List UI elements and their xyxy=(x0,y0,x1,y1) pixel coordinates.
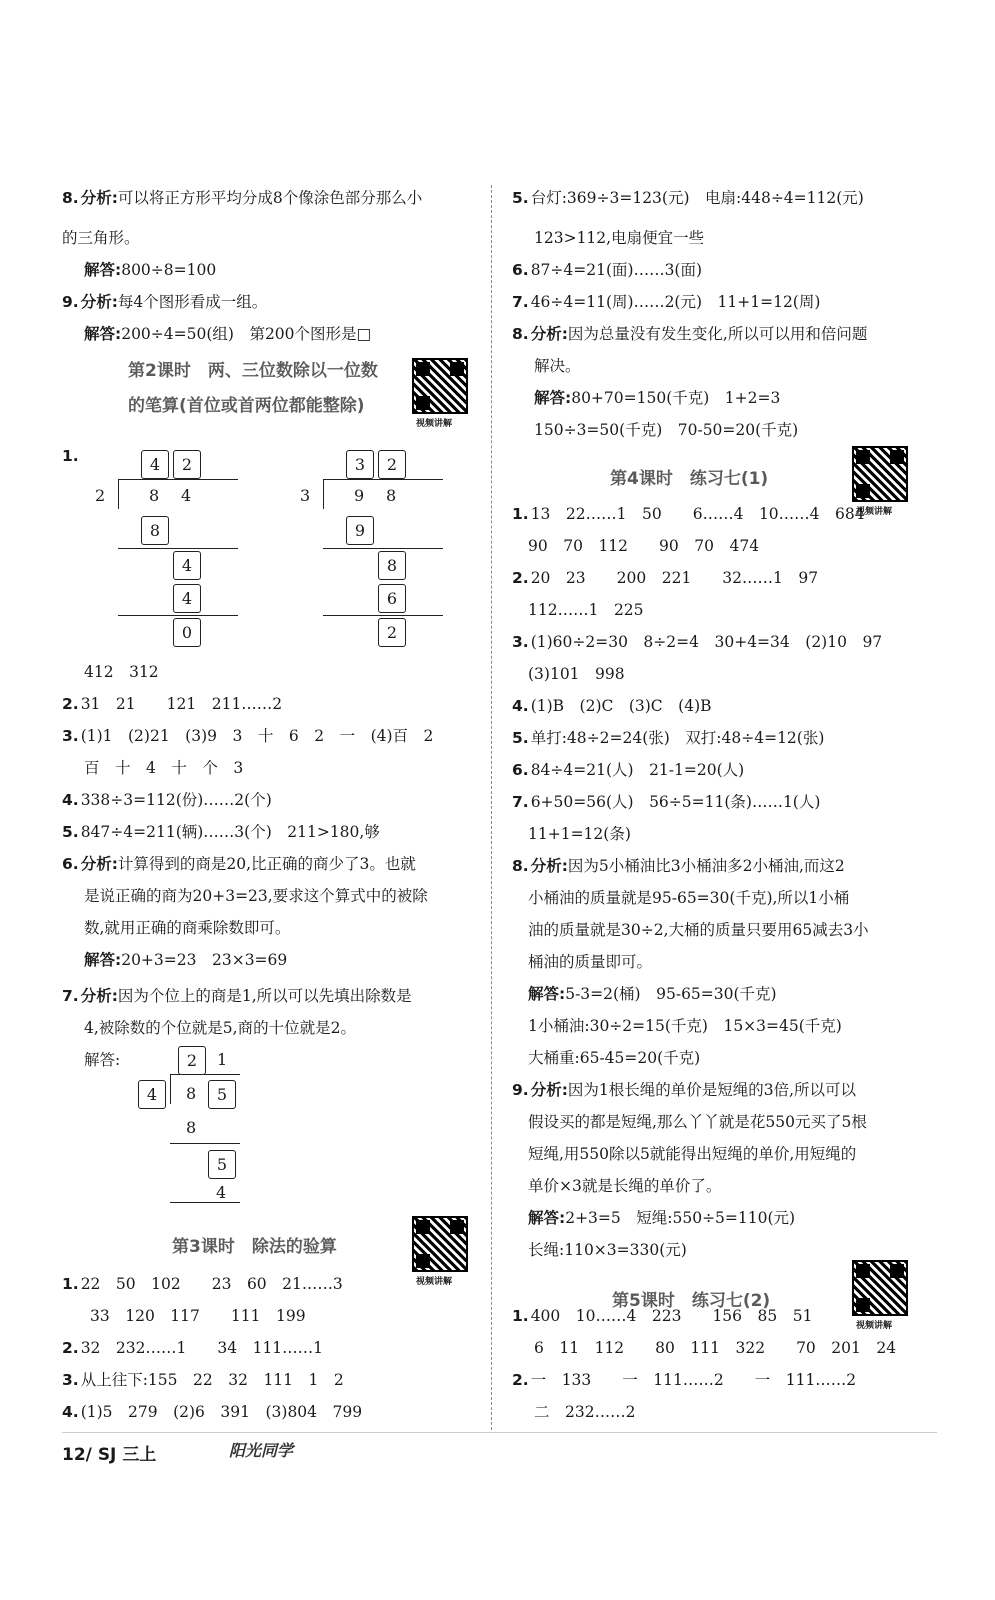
q3-line1: 3. (1)1 (2)21 (3)9 3 十 6 2 一 (4)百 2 xyxy=(62,727,434,745)
dividend-digit: 8 xyxy=(149,486,160,505)
step-box: 0 xyxy=(173,618,201,647)
qr-caption: 视频讲解 xyxy=(856,507,893,517)
lesson4-title: 第4课时 练习七(1) xyxy=(610,469,769,489)
answer-box: 2 xyxy=(178,1046,206,1075)
division-bar xyxy=(323,479,443,480)
q3-line2: 百 十 4 十 个 3 xyxy=(84,759,244,777)
qr-code-icon[interactable] xyxy=(852,1260,908,1316)
l4-q8-analysis-line1: 8. 分析:因为5小桶油比3小桶油多2小桶油,而这2 xyxy=(512,857,845,875)
l4-q9-answer: 解答:2+3=5 短绳:550÷5=110(元) xyxy=(528,1209,796,1227)
answer-box: 4 xyxy=(141,450,169,479)
l5-q1-line1: 1. 400 10……4 223 156 85 51 xyxy=(512,1307,813,1325)
divisor-box: 4 xyxy=(138,1080,166,1109)
answer-box: 2 xyxy=(173,450,201,479)
l3-q4: 4. (1)5 279 (2)6 391 (3)804 799 xyxy=(62,1403,363,1421)
q6-answer: 解答:20+3=23 23×3=69 xyxy=(84,951,288,969)
l4-q7-line1: 7. 6+50=56(人) 56÷5=11(条)……1(人) xyxy=(512,793,821,811)
step-box: 9 xyxy=(346,516,374,545)
q7-answer-label: 解答: xyxy=(84,1051,121,1069)
l4-q9-analysis-line4: 单价×3就是长绳的单价了。 xyxy=(528,1177,722,1195)
grade-label: 三上 xyxy=(122,1445,157,1465)
l3-q1-line1: 1. 22 50 102 23 60 21……3 xyxy=(62,1275,343,1293)
r-q8-analysis-line2: 解决。 xyxy=(534,357,581,375)
step-line xyxy=(118,615,238,616)
r-q8-answer: 解答:80+70=150(千克) 1+2=3 xyxy=(534,389,781,407)
r-q8-analysis-line1: 8. 分析:因为总量没有发生变化,所以可以用和倍问题 xyxy=(512,325,868,343)
step-line xyxy=(323,548,443,549)
l4-q9-answer-line2: 长绳:110×3=330(元) xyxy=(528,1241,687,1259)
l4-q3-line1: 3. (1)60÷2=30 8÷2=4 30+4=34 (2)10 97 xyxy=(512,633,883,651)
q6-analysis-line2: 是说正确的商为20+3=23,要求这个算式中的被除 xyxy=(84,887,428,905)
q4: 4. 338÷3=112(份)……2(个) xyxy=(62,791,272,809)
q1-number: 1. xyxy=(62,447,79,465)
l4-q8-answer-line3: 大桶重:65-45=20(千克) xyxy=(528,1049,701,1067)
lesson3-title: 第3课时 除法的验算 xyxy=(172,1237,337,1257)
page-number: 12 xyxy=(62,1445,86,1465)
l3-q1-line2: 33 120 117 111 199 xyxy=(90,1307,306,1325)
l4-q2-line2: 112……1 225 xyxy=(528,601,644,619)
qr-caption: 视频讲解 xyxy=(856,1321,893,1331)
q2: 2. 31 21 121 211……2 xyxy=(62,695,283,713)
l4-q8-analysis-line3: 油的质量就是30÷2,大桶的质量只要用65减去3小 xyxy=(528,921,869,939)
l5-q1-line2: 6 11 112 80 111 322 70 201 24 xyxy=(534,1339,897,1357)
step-digit: 8 xyxy=(186,1118,197,1137)
page-footer: 12/ SJ 三上 xyxy=(62,1445,157,1465)
step-box: 6 xyxy=(378,584,406,613)
r-q7: 7. 46÷4=11(周)……2(元) 11+1=12(周) xyxy=(512,293,821,311)
l4-q8-analysis-line4: 桶油的质量即可。 xyxy=(528,953,653,971)
brand-logo: 阳光同学 xyxy=(229,1441,294,1460)
step-box: 8 xyxy=(378,551,406,580)
q7-analysis-line1: 7. 分析:因为个位上的商是1,所以可以先填出除数是 xyxy=(62,987,412,1005)
l4-q8-answer: 解答:5-3=2(桶) 95-65=30(千克) xyxy=(528,985,777,1003)
q6-analysis-line1: 6. 分析:计算得到的商是20,比正确的商少了3。也就 xyxy=(62,855,416,873)
q1-answers: 412 312 xyxy=(84,663,159,681)
qr-code-icon[interactable] xyxy=(412,358,468,414)
dividend-digit: 8 xyxy=(386,486,397,505)
step-box: 4 xyxy=(173,551,201,580)
l4-q2-line1: 2. 20 23 200 221 32……1 97 xyxy=(512,569,819,587)
step-box: 5 xyxy=(208,1150,236,1179)
l3-q2: 2. 32 232……1 34 111……1 xyxy=(62,1339,324,1357)
division-bracket xyxy=(170,1074,171,1104)
r-q5-line2: 123>112,电扇便宜一些 xyxy=(534,229,705,247)
step-line xyxy=(170,1143,240,1144)
l4-q9-analysis-line3: 短绳,用550除以5就能得出短绳的单价,用短绳的 xyxy=(528,1145,857,1163)
qr-caption: 视频讲解 xyxy=(416,419,453,429)
division-bracket xyxy=(118,479,119,509)
qr-code-icon[interactable] xyxy=(852,446,908,502)
q5: 5. 847÷4=211(辆)……3(个) 211>180,够 xyxy=(62,823,380,841)
q9-answer: 解答:200÷4=50(组) 第200个图形是□ xyxy=(84,325,372,343)
division-bracket xyxy=(323,479,324,509)
answer-box: 2 xyxy=(378,450,406,479)
q7-analysis-line2: 4,被除数的个位就是5,商的十位就是2。 xyxy=(84,1019,356,1037)
dividend-digit: 9 xyxy=(354,486,365,505)
step-line xyxy=(118,548,238,549)
dividend-digit: 4 xyxy=(181,486,192,505)
lesson5-title: 第5课时 练习七(2) xyxy=(612,1291,771,1311)
l4-q9-analysis-line1: 9. 分析:因为1根长绳的单价是短绳的3倍,所以可以 xyxy=(512,1081,857,1099)
step-box: 8 xyxy=(141,516,169,545)
answer-box: 3 xyxy=(346,450,374,479)
l4-q8-analysis-line2: 小桶油的质量就是95-65=30(千克),所以1小桶 xyxy=(528,889,850,907)
q6-analysis-line3: 数,就用正确的商乘除数即可。 xyxy=(84,919,291,937)
series-code: SJ xyxy=(97,1445,117,1465)
r-q6: 6. 87÷4=21(面)……3(面) xyxy=(512,261,703,279)
l4-q1-line1: 1. 13 22……1 50 6……4 10……4 684 xyxy=(512,505,865,523)
q8-answer: 解答:800÷8=100 xyxy=(84,261,217,279)
q9-analysis: 9. 分析:每4个图形看成一组。 xyxy=(62,293,268,311)
step-line xyxy=(323,615,443,616)
step-box: 4 xyxy=(173,584,201,613)
l4-q8-answer-line2: 1小桶油:30÷2=15(千克) 15×3=45(千克) xyxy=(528,1017,842,1035)
step-line xyxy=(170,1202,240,1203)
step-digit: 4 xyxy=(216,1183,227,1202)
footer-rule xyxy=(62,1432,937,1433)
step-box: 2 xyxy=(378,618,406,647)
qr-caption: 视频讲解 xyxy=(416,1277,453,1287)
dividend-digit: 8 xyxy=(186,1084,197,1103)
l4-q7-line2: 11+1=12(条) xyxy=(528,825,631,843)
q8-analysis-line2: 的三角形。 xyxy=(62,229,140,247)
lesson2-title-line2: 的笔算(首位或首两位都能整除) xyxy=(128,396,365,416)
dividend-box: 5 xyxy=(208,1080,236,1109)
l3-q3: 3. 从上往下:155 22 32 111 1 2 xyxy=(62,1371,344,1389)
l4-q4: 4. (1)B (2)C (3)C (4)B xyxy=(512,697,712,715)
l4-q5: 5. 单打:48÷2=24(张) 双打:48÷4=12(张) xyxy=(512,729,825,747)
l4-q1-line2: 90 70 112 90 70 474 xyxy=(528,537,760,555)
qr-code-icon[interactable] xyxy=(412,1216,468,1272)
answer-digit: 1 xyxy=(217,1050,228,1069)
divisor: 2 xyxy=(95,486,106,505)
l4-q3-line2: (3)101 998 xyxy=(528,665,625,683)
l4-q6: 6. 84÷4=21(人) 21-1=20(人) xyxy=(512,761,745,779)
q8-analysis-line1: 8. 分析:可以将正方形平均分成8个像涂色部分那么小 xyxy=(62,189,423,207)
r-q5-line1: 5. 台灯:369÷3=123(元) 电扇:448÷4=112(元) xyxy=(512,189,864,207)
l5-q2-line1: 2. 一 133 一 111……2 一 111……2 xyxy=(512,1371,857,1389)
divisor: 3 xyxy=(300,486,311,505)
l5-q2-line2: 二 232……2 xyxy=(534,1403,636,1421)
r-q8-answer-line2: 150÷3=50(千克) 70-50=20(千克) xyxy=(534,421,799,439)
column-divider xyxy=(491,185,492,1430)
lesson2-title-line1: 第2课时 两、三位数除以一位数 xyxy=(128,361,378,381)
division-bar xyxy=(118,479,238,480)
division-bar xyxy=(170,1074,240,1075)
l4-q9-analysis-line2: 假设买的都是短绳,那么丫丫就是花550元买了5根 xyxy=(528,1113,867,1131)
